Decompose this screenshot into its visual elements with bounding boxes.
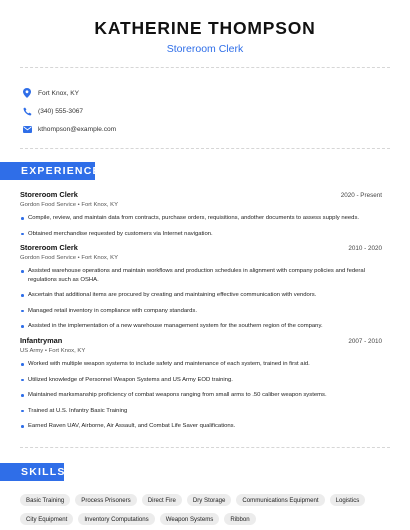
skills-heading: SKILLS: [0, 463, 64, 481]
job-bullet: Maintained marksmanship proficiency of combat weapons ranging from small arms to .50 caliber weapon systems.: [20, 391, 382, 400]
job-bullet: Worked with multiple weapon systems to include safety and maintenance of each system, trained in first aid.: [20, 360, 382, 369]
contact-email-text: kthompson@example.com: [38, 125, 117, 133]
divider: [20, 67, 390, 68]
skill-chip: Dry Storage: [187, 494, 232, 506]
job-bullet: Trained at U.S. Infantry Basic Training: [20, 407, 382, 416]
job-bullet: Ascertain that additional items are procured by creating and maintaining effective communication with vendors.: [20, 291, 382, 300]
job-bullets: [20, 267, 382, 331]
job-entry: [20, 190, 382, 245]
job-location: Fort Knox, KY: [81, 255, 119, 261]
job-company: US Army: [20, 348, 44, 354]
job-dates: 2010 - 2020: [348, 245, 382, 252]
job-company-line: Gordon Food Service • Fort Knox, KY: [20, 255, 119, 261]
location-pin-icon: [22, 88, 32, 98]
job-company: Gordon Food Service: [20, 255, 76, 261]
job-bullets: [20, 360, 382, 431]
job-title: Storeroom Clerk: [20, 243, 78, 252]
contact-location-text: Fort Knox, KY: [38, 89, 80, 97]
candidate-name: KATHERINE THOMPSON: [94, 18, 316, 38]
job-bullet: Managed retail inventory in compliance with company standards.: [20, 307, 382, 316]
job-dates: 2020 - Present: [340, 192, 382, 199]
job-title: Storeroom Clerk: [20, 190, 78, 199]
job-bullet: Utilized knowledge of Personnel Weapon Systems and US Army EOD training.: [20, 376, 382, 385]
experience-heading: EXPERIENCE: [0, 162, 95, 180]
job-dates: 2007 - 2010: [348, 338, 382, 345]
job-bullet: Assisted warehouse operations and maintain workflows and production schedules in alignment with company policies and federal regulations such as OSHA.: [20, 267, 382, 284]
skill-chip: Basic Training: [20, 494, 70, 506]
email-icon: [22, 124, 32, 134]
skill-chip: Weapon Systems: [160, 513, 220, 525]
candidate-role: Storeroom Clerk: [166, 43, 244, 55]
job-bullet: Compile, review, and maintain data from contracts, purchase orders, requisitions, andother documents to assess supply needs.: [20, 214, 382, 223]
skill-chip: Inventory Computations: [78, 513, 154, 525]
contact-location: [22, 84, 116, 102]
skill-chip: Process Prisoners: [75, 494, 136, 506]
job-company: Gordon Food Service: [20, 202, 76, 208]
job-company-line: Gordon Food Service • Fort Knox, KY: [20, 202, 119, 208]
skill-chip: Logistics: [330, 494, 366, 506]
divider: [20, 148, 390, 149]
job-bullet: Earned Raven UAV, Airborne, Air Assault, and Combat Life Saver qualifications.: [20, 422, 382, 431]
divider: [20, 447, 390, 448]
skill-chip: Direct Fire: [142, 494, 182, 506]
job-location: Fort Knox, KY: [81, 202, 119, 208]
skill-chip: City Equipment: [20, 513, 73, 525]
job-bullet: Assisted in the implementation of a new warehouse management system for the southern region of the company.: [20, 322, 382, 331]
job-entry: [20, 243, 382, 338]
job-title: Infantryman: [20, 336, 63, 345]
contact-list: [22, 84, 116, 138]
job-company-line: US Army • Fort Knox, KY: [20, 348, 86, 354]
contact-email: [22, 120, 116, 138]
skill-chip: Ribbon: [224, 513, 255, 525]
contact-phone-text: (340) 555-3067: [38, 107, 84, 115]
contact-phone: [22, 102, 116, 120]
skill-chip: Communications Equipment: [236, 494, 324, 506]
job-entry: [20, 336, 382, 438]
job-bullets: [20, 214, 382, 238]
resume-header: [0, 0, 410, 55]
phone-icon: [22, 106, 32, 116]
skills-list: [20, 494, 395, 525]
job-location: Fort Knox, KY: [48, 348, 86, 354]
job-bullet: Obtained merchandise requested by customers via Internet navigation.: [20, 230, 382, 239]
